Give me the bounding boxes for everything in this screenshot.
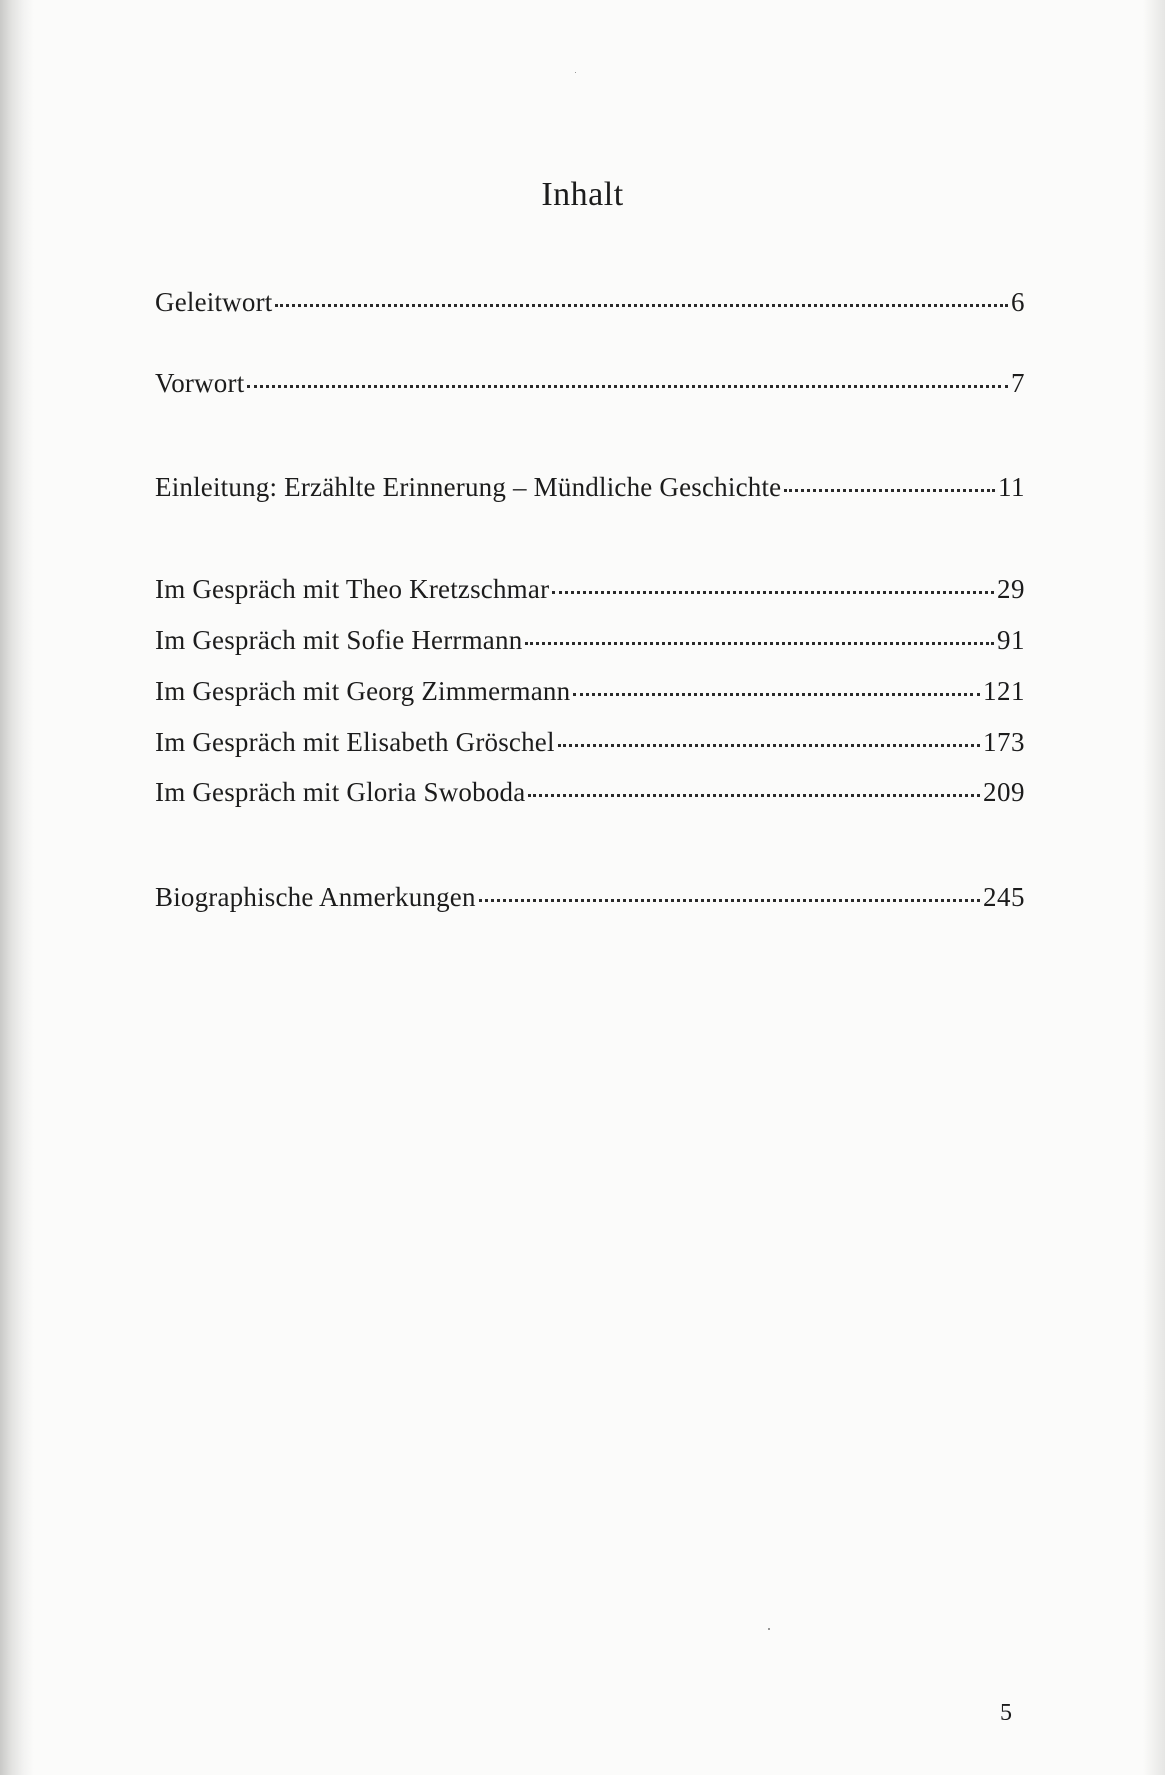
toc-entry-swoboda[interactable]: [155, 775, 1025, 809]
toc-entry-label: Im Gespräch mit Gloria Swoboda: [155, 777, 526, 807]
toc-entry-herrmann[interactable]: [155, 623, 1025, 657]
toc-entry-page: 11: [998, 472, 1025, 502]
leader-dots: [525, 642, 994, 645]
toc-entry-page: 121: [983, 676, 1025, 706]
toc-entry-page: 7: [1011, 368, 1025, 398]
toc-entry-label: Biographische Anmerkungen: [155, 882, 476, 912]
toc-entry-page: 29: [997, 574, 1025, 604]
leader-dots: [479, 899, 980, 902]
toc-entry-label: Im Gespräch mit Elisabeth Gröschel: [155, 727, 555, 757]
toc-entry-label: Im Gespräch mit Theo Kretzschmar: [155, 574, 550, 604]
toc-entry-zimmermann[interactable]: [155, 674, 1025, 708]
toc-entry-label: Im Gespräch mit Sofie Herrmann: [155, 625, 523, 655]
toc-entry-label: Im Gespräch mit Georg Zimmermann: [155, 676, 571, 706]
leader-dots: [573, 693, 980, 696]
toc-entry-page: 6: [1011, 287, 1025, 317]
toc-entry-geleitwort[interactable]: [155, 285, 1025, 319]
toc-entry-groeschel[interactable]: [155, 725, 1025, 759]
page-number: 5: [1000, 1700, 1012, 1726]
toc-entry-page: 173: [983, 727, 1025, 757]
leader-dots: [552, 591, 994, 594]
toc-entry-page: 245: [983, 882, 1025, 912]
toc-entry-einleitung[interactable]: [155, 470, 1025, 504]
leader-dots: [558, 744, 980, 747]
leader-dots: [784, 489, 995, 492]
toc-entry-page: 209: [983, 777, 1025, 807]
leader-dots: [247, 385, 1008, 388]
page-binding-shadow: [0, 0, 34, 1775]
toc-entry-anmerkungen[interactable]: [155, 880, 1025, 914]
leader-dots: [528, 794, 980, 797]
scan-speck: [575, 72, 576, 73]
page-title: Inhalt: [541, 176, 624, 213]
page-edge-shadow: [1143, 0, 1165, 1775]
toc-entry-kretzschmar[interactable]: [155, 572, 1025, 606]
scan-speck: [768, 1628, 770, 1630]
toc-entry-label: Vorwort: [155, 368, 245, 398]
toc-entry-label: Einleitung: Erzählte Erinnerung – Mündliche Geschichte: [155, 472, 782, 502]
toc-entry-vorwort[interactable]: [155, 366, 1025, 400]
toc-entry-page: 91: [997, 625, 1025, 655]
toc-entry-label: Geleitwort: [155, 287, 273, 317]
leader-dots: [275, 304, 1008, 307]
